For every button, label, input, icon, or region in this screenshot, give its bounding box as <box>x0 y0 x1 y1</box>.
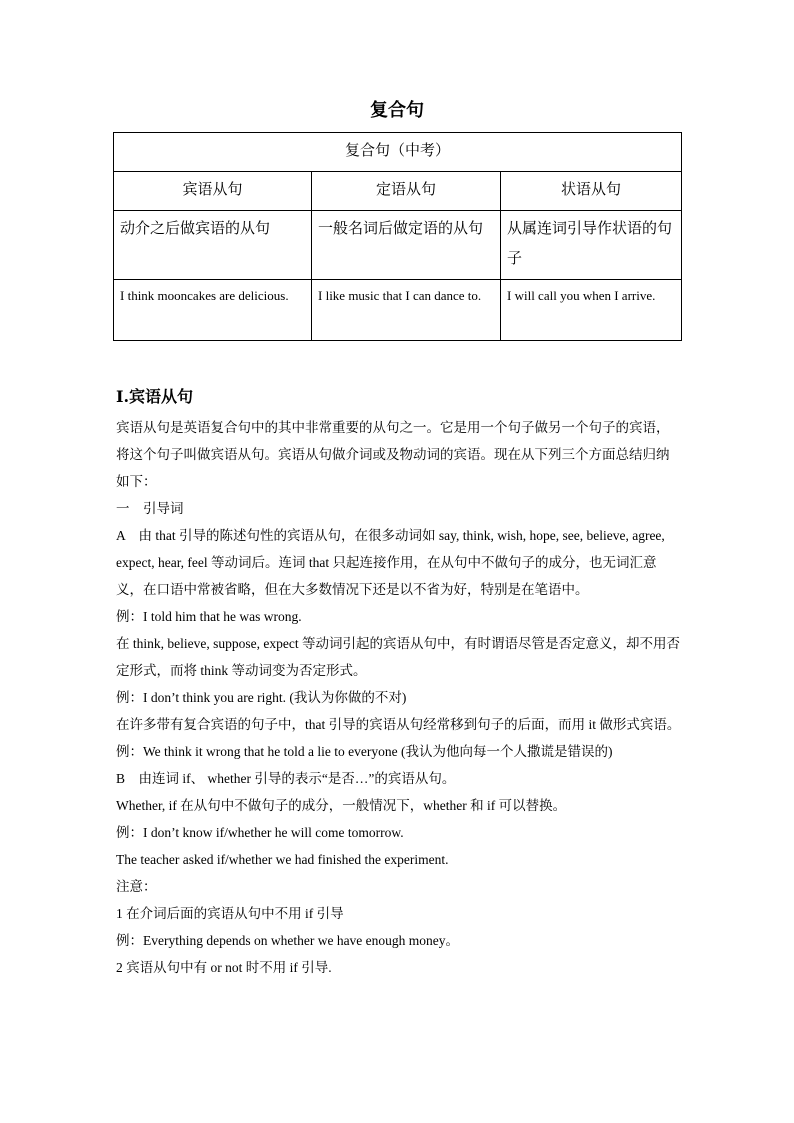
description-attributive-clause: 一般名词后做定语的从句 <box>312 211 501 280</box>
column-object-clause: 宾语从句 <box>114 172 312 211</box>
table-example-row <box>114 280 682 341</box>
paragraph: 2 宾语从句中有 or not 时不用 if 引导. <box>116 960 332 975</box>
example-adverbial-clause: I will call you when I arrive. <box>501 280 682 341</box>
paragraph: 例：We think it wrong that he told a lie to everyone (我认为他向每一个人撒谎是错误的) <box>116 744 613 759</box>
table-header-cell: 复合句（中考） <box>114 133 682 172</box>
paragraph: 一 引导词 <box>116 501 184 516</box>
table-description-row <box>114 211 682 280</box>
column-adverbial-clause: 状语从句 <box>501 172 682 211</box>
paragraph: 例：I don’t think you are right. (我认为你做的不对) <box>116 690 407 705</box>
section-heading: I.宾语从句 <box>116 387 194 406</box>
paragraph: 在许多带有复合宾语的句子中，that 引导的宾语从句经常移到句子的后面，而用 it 做形式宾语。 <box>116 717 681 732</box>
paragraph: 例：I told him that he was wrong. <box>116 609 302 624</box>
body-text <box>116 414 682 981</box>
document-title: 复合句 <box>370 100 424 121</box>
paragraph: Whether, if 在从句中不做句子的成分，一般情况下，whether 和 if 可以替换。 <box>116 798 567 813</box>
example-attributive-clause: I like music that I can dance to. <box>312 280 501 341</box>
paragraph: 例：I don’t know if/whether he will come tomorrow. <box>116 825 404 840</box>
paragraph: 例：Everything depends on whether we have enough money。 <box>116 933 460 948</box>
compound-sentence-table <box>113 132 682 341</box>
paragraph: A 由 that 引导的陈述句性的宾语从句，在很多动词如 say, think, wish, hope, see, believe, agree, expect, hear, feel 等动词后。连词 that 只起连接作用，在从句中不做句子的成分，也无词汇意义，在口语中常被省略，但在大多数情况下还是以不省为好，特别是在笔语中。 <box>116 528 665 597</box>
column-attributive-clause: 定语从句 <box>312 172 501 211</box>
paragraph: The teacher asked if/whether we had finished the experiment. <box>116 852 449 867</box>
table-header-row <box>114 133 682 172</box>
description-adverbial-clause: 从属连词引导作状语的句子 <box>501 211 682 280</box>
paragraph: 1 在介词后面的宾语从句中不用 if 引导 <box>116 906 344 921</box>
example-object-clause: I think mooncakes are delicious. <box>114 280 312 341</box>
table-column-row <box>114 172 682 211</box>
paragraph: 在 think, believe, suppose, expect 等动词引起的宾语从句中，有时谓语尽管是否定意义，却不用否定形式，而将 think 等动词变为否定形式。 <box>116 636 680 678</box>
description-object-clause: 动介之后做宾语的从句 <box>114 211 312 280</box>
paragraph: B 由连词 if、 whether 引导的表示“是否…”的宾语从句。 <box>116 771 456 786</box>
paragraph: 宾语从句是英语复合句中的其中非常重要的从句之一。它是用一个句子做另一个句子的宾语，将这个句子叫做宾语从句。宾语从句做介词或及物动词的宾语。现在从下列三个方面总结归纳如下： <box>116 420 670 489</box>
paragraph: 注意： <box>116 879 157 894</box>
